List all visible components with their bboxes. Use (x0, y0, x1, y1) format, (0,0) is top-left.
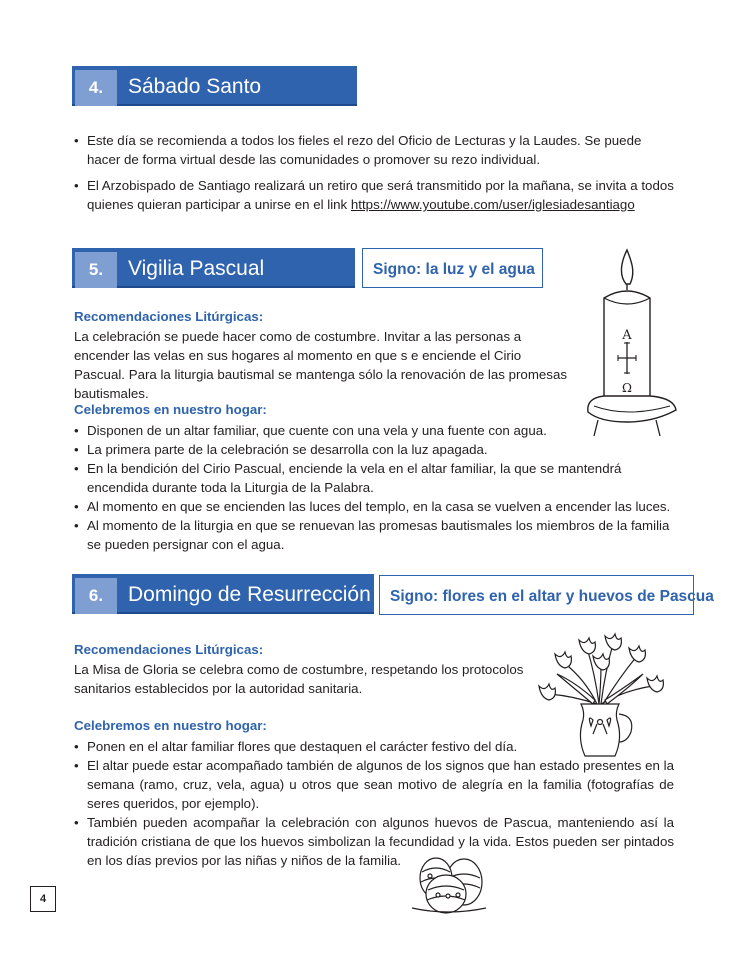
paschal-candle-icon (584, 246, 684, 436)
svg-text:A: A (622, 328, 632, 343)
page-number: 4 (30, 886, 56, 912)
list-item: • En la bendición del Cirio Pascual, enciende la vela en el altar familiar, la que se mantendrá encendida durante toda la Liturgia de la Palabra. (74, 459, 674, 497)
signo-box: Signo: la luz y el agua (362, 248, 543, 288)
section-number: 4. (75, 70, 117, 106)
youtube-link[interactable]: https://www.youtube.com/user/iglesiadesantiago (350, 197, 635, 212)
list-item: • Al momento de la liturgia en que se renuevan las promesas bautismales los miembros de la familia se pueden persignar con el agua. (74, 516, 674, 554)
section-4-header (72, 66, 357, 108)
recomendaciones-heading: Recomendaciones Litúrgicas: (74, 309, 264, 324)
easter-eggs-icon (408, 856, 490, 916)
recomendaciones-text: La Misa de Gloria se celebra como de costumbre, respetando los protocolos sanitarios establecidos por la autoridad sanitaria. (74, 662, 524, 696)
list-item: • Al momento en que se encienden las luces del templo, en la casa se vuelven a encender las luces. (74, 497, 674, 516)
list-item: • Este día se recomienda a todos los fieles el rezo del Oficio de Lecturas y la Laudes. Se puede hacer de forma virtual desde las comunidades o promover su rezo individual. (74, 131, 674, 169)
section-number: 6. (75, 578, 117, 614)
section-number: 5. (75, 252, 117, 288)
list-item: • La primera parte de la celebración se desarrolla con la luz apagada. (74, 440, 674, 459)
section-title: Vigilia Pascual (128, 257, 265, 280)
list-item: • El Arzobispado de Santiago realizará un retiro que será transmitido por la mañana, se invita a todos quienes quieran participar a unirse en el link https://www.youtube.com/user/iglesiadesantiago (74, 176, 674, 214)
list-item: • Ponen en el altar familiar flores que destaquen el carácter festivo del día. (74, 737, 536, 756)
section-title: Domingo de Resurrección (128, 583, 371, 606)
hogar-heading: Celebremos en nuestro hogar: (74, 402, 267, 417)
hogar-heading: Celebremos en nuestro hogar: (74, 718, 267, 733)
recomendaciones-heading: Recomendaciones Litúrgicas: (74, 642, 264, 657)
section-6-header (72, 574, 374, 616)
list-item: • También pueden acompañar la celebración con algunos huevos de Pascua, manteniendo así la tradición cristiana de que los huevos simbolizan la fecundidad y la vida. Estos pueden ser pintados en los días previos por las niñas y niños de la familia. (74, 813, 674, 870)
recomendaciones-text: La celebración se puede hacer como de costumbre. Invitar a las personas a encender las velas en sus hogares al momento en que s e enciende el Cirio Pascual. Para la liturgia bautismal se mantenga sólo la renovación de las promesas bautismales. (74, 329, 567, 401)
svg-text:Ω: Ω (622, 381, 632, 395)
list-item: • Disponen de un altar familiar, que cuente con una vela y una fuente con agua. (74, 421, 574, 440)
section-5-header (72, 248, 355, 290)
section-title: Sábado Santo (128, 75, 262, 98)
signo-box: Signo: flores en el altar y huevos de Pascua (379, 575, 694, 615)
list-item: • El altar puede estar acompañado también de algunos de los signos que han estado presentes en la semana (ramo, cruz, vela, agua) u otros que sean motivo de alegría en la familia (fotografías de seres queridos, por ejemplo). (74, 756, 674, 813)
tulip-vase-icon (535, 634, 665, 760)
